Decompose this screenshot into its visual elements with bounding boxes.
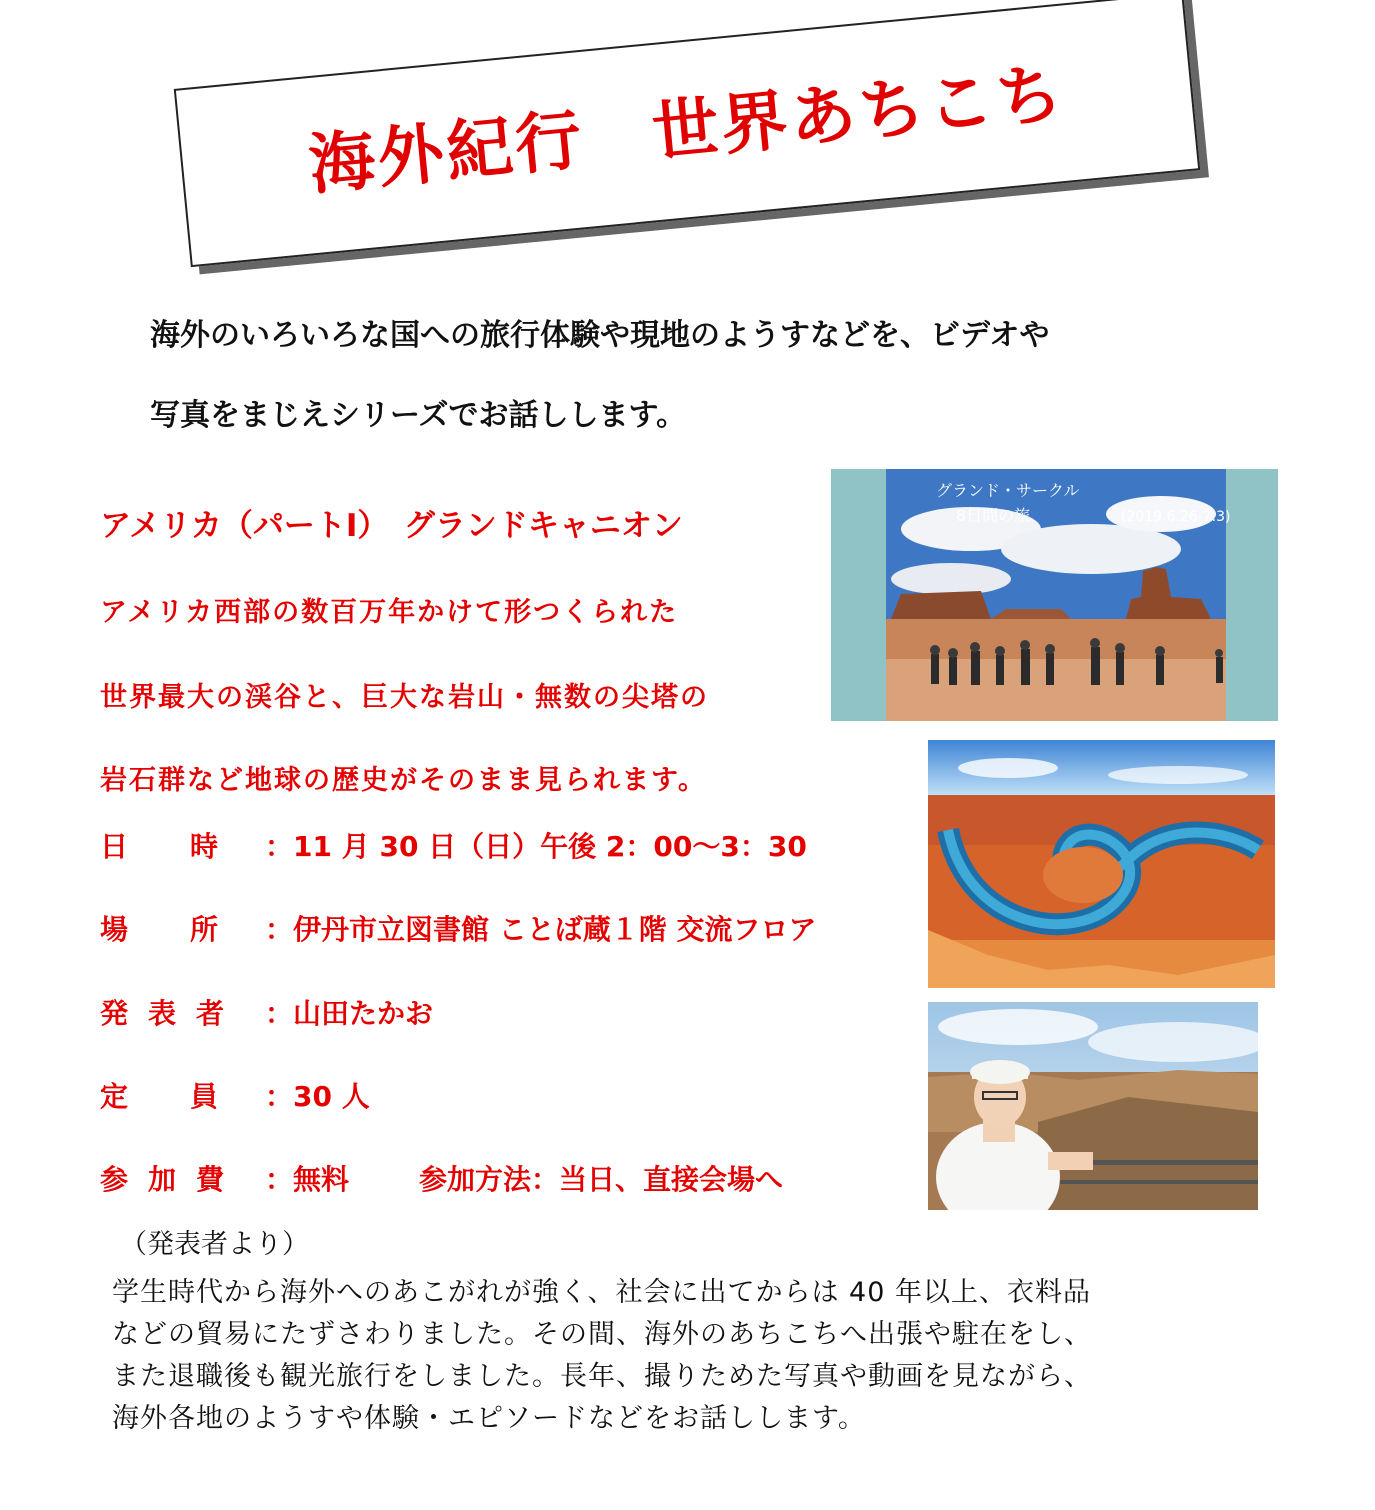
place-label: 場 所: [100, 913, 221, 946]
info-capacity: [100, 1075, 370, 1115]
presenter-photo: [928, 1002, 1258, 1210]
intro-line-2: 写真をまじえシリーズでお話しします。: [150, 398, 687, 433]
presenter-note-line-2: などの貿易にたずさわりました。その間、海外のあちこちへ出張や駐在をし、: [112, 1319, 1092, 1350]
datetime-value: ：11 月 30 日（日）午後 2：00～3：30: [265, 830, 807, 863]
datetime-label: 日 時: [100, 830, 221, 863]
info-datetime: [100, 825, 807, 865]
photo1-caption-date: (2019.6.26-7.3): [1121, 509, 1231, 525]
presenter-note-line-4: 海外各地のようすや体験・エピソードなどをお話しします。: [112, 1403, 866, 1434]
presenter-note-label: （発表者より）: [120, 1229, 309, 1260]
page-title: 海外紀行 世界あちこち: [305, 54, 1069, 205]
monument-valley-photo: [831, 469, 1278, 721]
photo1-caption-line-2: 8日間の旅: [956, 506, 1031, 525]
presenter-note-line-1: 学生時代から海外へのあこがれが強く、社会に出てからは 40 年以上、衣料品: [112, 1277, 1091, 1308]
info-fee: [100, 1158, 783, 1198]
horseshoe-bend-photo: [928, 740, 1275, 988]
description-line-1: アメリカ西部の数百万年かけて形つくられた: [100, 597, 679, 628]
presenter-label: 発表者: [100, 997, 245, 1030]
title-banner: [174, 0, 1200, 267]
fee-value: ：無料: [265, 1163, 350, 1196]
capacity-value: ：30 人: [265, 1080, 370, 1113]
info-presenter: [100, 992, 433, 1032]
event-subtitle: アメリカ（パートⅠ） グランドキャニオン: [100, 508, 683, 544]
info-place: [100, 908, 817, 948]
fee-label: 参加費: [100, 1163, 245, 1196]
intro-line-1: 海外のいろいろな国への旅行体験や現地のようすなどを、ビデオや: [150, 318, 1050, 353]
presenter-value: ：山田たかお: [265, 997, 434, 1030]
description-line-2: 世界最大の渓谷と、巨大な岩山・無数の尖塔の: [100, 682, 709, 713]
presenter-note-line-3: また退職後も観光旅行をしました。長年、撮りためた写真や動画を見ながら、: [112, 1361, 1092, 1392]
capacity-label: 定 員: [100, 1080, 221, 1113]
method-label: 参加方法: [419, 1163, 532, 1196]
photo1-caption-line-1: グランド・サークル: [936, 481, 1080, 500]
place-value: ：伊丹市立図書館 ことば蔵１階 交流フロア: [265, 913, 817, 946]
method-value: ：当日、直接会場へ: [531, 1163, 784, 1196]
description-line-3: 岩石群など地球の歴史がそのまま見られます。: [100, 765, 707, 796]
